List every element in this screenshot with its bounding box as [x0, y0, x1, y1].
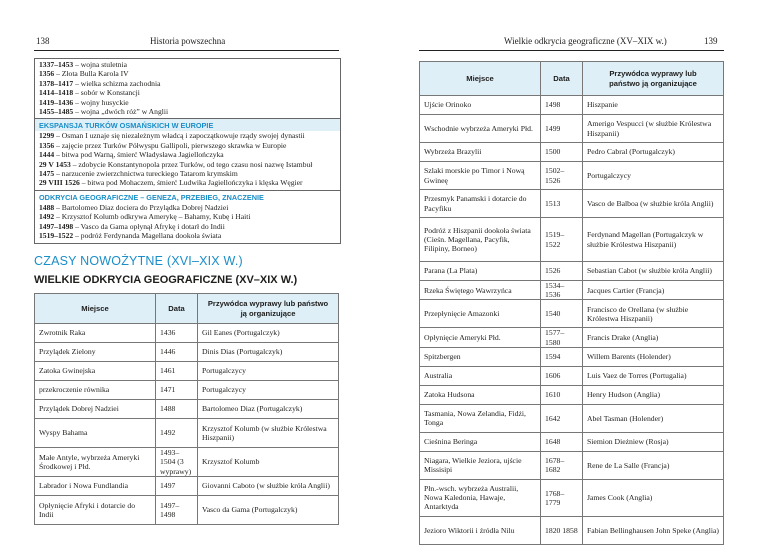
cell-place: Labrador i Nowa Fundlandia — [35, 477, 156, 496]
cell-leader: Vasco da Gama (Portugalczyk) — [198, 496, 339, 525]
table-row — [35, 448, 339, 477]
cell-place: Wyspy Bahama — [35, 419, 156, 448]
entry-text: – narzucenie zwierzchnictwa tureckiego Tatarom krymskim — [54, 169, 238, 179]
table-row — [35, 381, 339, 400]
entry-text: – Vasco da Gama opłynął Afrykę i dotarł do Indii — [73, 221, 225, 231]
chronology-entry — [39, 222, 337, 231]
table-row — [35, 477, 339, 496]
table-row — [420, 516, 724, 544]
entry-date: 1414–1418 — [39, 88, 74, 98]
page-number: 139 — [704, 36, 718, 46]
cell-leader: Jacques Cartier (Francja) — [583, 281, 724, 300]
cell-leader: Rene de La Salle (Francja) — [583, 451, 724, 479]
cell-date: 1488 — [156, 400, 198, 419]
entry-text: – wojna „dwóch róż” w Anglii — [73, 107, 169, 117]
cell-leader: Portugalczycy — [583, 162, 724, 190]
table-row — [420, 162, 724, 190]
table-row — [420, 404, 724, 432]
entry-text: – wojny husyckie — [73, 97, 129, 107]
cell-date: 1606 — [541, 366, 583, 385]
chronology-entry — [39, 160, 337, 169]
entry-date: 1419–1436 — [39, 97, 74, 107]
chronology-section — [35, 59, 340, 118]
cell-place: Jezioro Wiktorii i źródła Nilu — [420, 516, 541, 544]
entry-text: – Złota Bulla Karola IV — [54, 69, 129, 79]
cell-leader: Krzysztof Kolumb (w służbie Królestwa Hiszpanii) — [198, 419, 339, 448]
cell-place: Płn.-wsch. wybrzeża Australii, Nowa Kaledonia, Hawaje, Antarktyda — [420, 479, 541, 516]
cell-leader: Krzysztof Kolumb — [198, 448, 339, 477]
chronology-entry — [39, 107, 337, 116]
table-row — [420, 366, 724, 385]
table-row — [420, 432, 724, 451]
chronology-entry — [39, 212, 337, 221]
entry-text: – sobór w Konstancji — [73, 88, 140, 98]
entry-date: 1455–1485 — [39, 107, 74, 117]
entry-date: 1356 — [39, 69, 55, 79]
cell-leader: Sebastian Cabot (w służbie króla Anglii) — [583, 262, 724, 281]
table-row — [35, 400, 339, 419]
entry-text: – zajęcie przez Turków Półwyspu Gallipoli, pierwszego skrawka w Europie — [54, 140, 287, 150]
cell-date: 1526 — [541, 262, 583, 281]
chronology-box — [34, 58, 341, 244]
cell-leader: Fabian Bellinghausen John Speke (Anglia) — [583, 516, 724, 544]
cell-date: 1577–1580 — [541, 328, 583, 347]
cell-place: Opłynięcie Ameryki Płd. — [420, 328, 541, 347]
cell-leader: Bartolomeo Diaz (Portugalczyk) — [198, 400, 339, 419]
entry-date: 29 V 1453 — [39, 159, 71, 169]
entry-text: – Krzysztof Kolumb odkrywa Amerykę – Bahamy, Kubę i Haiti — [54, 212, 251, 222]
cell-date: 1499 — [541, 115, 583, 143]
entry-text: – bitwa pod Mohaczem, śmierć Ludwika Jagiellończyka i klęska Węgier — [79, 178, 303, 188]
chronology-entry — [39, 79, 337, 88]
cell-leader: Portugalczycy — [198, 381, 339, 400]
table-row — [420, 96, 724, 115]
table-row — [35, 362, 339, 381]
table-row — [420, 300, 724, 328]
entry-date: 29 VIII 1526 — [39, 178, 80, 188]
cell-date: 1594 — [541, 347, 583, 366]
cell-leader: Giovanni Caboto (w służbie króla Anglii) — [198, 477, 339, 496]
header-rule — [419, 50, 724, 51]
table-row — [420, 385, 724, 404]
cell-place: Zatoka Hudsona — [420, 385, 541, 404]
chronology-entry — [39, 69, 337, 78]
column-header-place: Miejsce — [420, 62, 541, 96]
cell-leader: Dinis Dias (Portugalczyk) — [198, 343, 339, 362]
cell-leader: Francis Drake (Anglia) — [583, 328, 724, 347]
cell-place: Parana (La Plata) — [420, 262, 541, 281]
entry-date: 1378–1417 — [39, 78, 74, 88]
cell-date: 1497–1498 — [156, 496, 198, 525]
table-row — [420, 262, 724, 281]
cell-place: Wybrzeża Brazylii — [420, 143, 541, 162]
cell-leader: Luis Vaez de Torres (Portugalia) — [583, 366, 724, 385]
cell-place: Zwrotnik Raka — [35, 324, 156, 343]
cell-place: Australia — [420, 366, 541, 385]
cell-date: 1513 — [541, 190, 583, 218]
discoveries-table — [34, 293, 339, 525]
cell-date: 1502–1526 — [541, 162, 583, 190]
cell-place: Przylądek Dobrej Nadziei — [35, 400, 156, 419]
cell-place: Podróż z Hiszpanii dookoła świata (Cieśn. Magellana, Pacyfik, Filipiny, Borneo) — [420, 218, 541, 262]
cell-leader: Amerigo Vespucci (w służbie Królestwa Hiszpanii) — [583, 115, 724, 143]
entry-date: 1497–1498 — [39, 221, 74, 231]
chronology-section — [35, 190, 340, 243]
table-row — [420, 115, 724, 143]
section-heading-band — [35, 119, 340, 131]
page-number: 138 — [36, 36, 50, 46]
chronology-entry — [39, 88, 337, 97]
cell-place: Tasmania, Nowa Zelandia, Fidżi, Tonga — [420, 404, 541, 432]
running-head: Wielkie odkrycia geograficzne (XV–XIX w.) — [504, 36, 667, 46]
cell-place: Spitzbergen — [420, 347, 541, 366]
cell-leader: Henry Hudson (Anglia) — [583, 385, 724, 404]
cell-date: 1497 — [156, 477, 198, 496]
table-row — [35, 419, 339, 448]
entry-date: 1492 — [39, 212, 55, 222]
cell-date: 1471 — [156, 381, 198, 400]
chronology-entry — [39, 141, 337, 150]
chronology-entry — [39, 131, 337, 140]
cell-leader: Gil Eanes (Portugalczyk) — [198, 324, 339, 343]
table-row — [420, 143, 724, 162]
cell-date: 1820 1858 — [541, 516, 583, 544]
cell-place: Wschodnie wybrzeża Ameryki Płd. — [420, 115, 541, 143]
cell-place: Opłynięcie Afryki i dotarcie do Indii — [35, 496, 156, 525]
cell-place: Małe Antyle, wybrzeża Ameryki Środkowej i Płd. — [35, 448, 156, 477]
cell-date: 1678–1682 — [541, 451, 583, 479]
table-title: WIELKIE ODKRYCIA GEOGRAFICZNE (XV–XIX W.) — [34, 274, 298, 286]
right-page — [380, 0, 760, 541]
cell-place: Rzeka Świętego Wawrzyńca — [420, 281, 541, 300]
cell-date: 1648 — [541, 432, 583, 451]
table-row — [420, 451, 724, 479]
cell-date: 1519–1522 — [541, 218, 583, 262]
entry-date: 1356 — [39, 140, 55, 150]
entry-date: 1444 — [39, 150, 55, 160]
cell-leader: Hiszpanie — [583, 96, 724, 115]
cell-leader: Abel Tasman (Holender) — [583, 404, 724, 432]
column-header-leader: Przywódca wyprawy lub państwo ją organizujące — [198, 294, 339, 324]
entry-text: – wielka schizma zachodnia — [73, 78, 161, 88]
table-row — [420, 479, 724, 516]
entry-date: 1337–1453 — [39, 60, 74, 69]
cell-place: Ujście Orinoko — [420, 96, 541, 115]
cell-leader: Siemion Dieżniew (Rosja) — [583, 432, 724, 451]
table-row — [420, 281, 724, 300]
cell-leader: Vasco de Balboa (w służbie króla Anglii) — [583, 190, 724, 218]
entry-text: – zdobycie Konstantynopola przez Turków, od tego czasu nosi nazwę Istambuł — [70, 159, 313, 169]
cell-date: 1610 — [541, 385, 583, 404]
cell-date: 1498 — [541, 96, 583, 115]
chronology-entry — [39, 231, 337, 240]
entry-date: 1475 — [39, 169, 55, 179]
section-heading: ODKRYCIA GEOGRAFICZNE – GENEZA, PRZEBIEG, ZNACZENIE — [39, 192, 264, 202]
cell-date: 1500 — [541, 143, 583, 162]
cell-leader: Ferdynand Magellan (Portugalczyk w służbie Królestwa Hiszpanii) — [583, 218, 724, 262]
chronology-entry — [39, 60, 337, 69]
column-header-date: Data — [541, 62, 583, 96]
cell-date: 1540 — [541, 300, 583, 328]
column-header-date: Data — [156, 294, 198, 324]
discoveries-table — [419, 61, 724, 545]
cell-date: 1436 — [156, 324, 198, 343]
cell-place: Szlaki morskie po Timor i Nową Gwineę — [420, 162, 541, 190]
cell-place: Cieśnina Beringa — [420, 432, 541, 451]
column-header-place: Miejsce — [35, 294, 156, 324]
chronology-section — [35, 118, 340, 189]
cell-leader: Willem Barents (Holender) — [583, 347, 724, 366]
table-row — [420, 190, 724, 218]
entry-date: 1299 — [39, 131, 55, 141]
entry-text: – Bartolomeo Diaz dociera do Przylądka Dobrej Nadziei — [54, 202, 229, 212]
header-rule — [34, 50, 339, 51]
entry-date: 1488 — [39, 202, 55, 212]
entry-date: 1519–1522 — [39, 231, 74, 241]
entry-text: – wojna stuletnia — [73, 60, 127, 69]
cell-place: Przesmyk Panamski i dotarcie do Pacyfiku — [420, 190, 541, 218]
cell-leader: Portugalczycy — [198, 362, 339, 381]
column-header-leader: Przywódca wyprawy lub państwo ją organizujące — [583, 62, 724, 96]
chronology-entry — [39, 178, 337, 187]
cell-place: przekroczenie równika — [35, 381, 156, 400]
cell-date: 1461 — [156, 362, 198, 381]
section-heading-band — [35, 191, 340, 203]
entry-text: – podróż Ferdynanda Magellana dookoła świata — [73, 231, 222, 241]
table-row — [35, 496, 339, 525]
chronology-entry — [39, 169, 337, 178]
left-page — [0, 0, 380, 541]
entry-text: – bitwa pod Warną, śmierć Władysława Jagiellończyka — [54, 150, 224, 160]
running-head: Historia powszechna — [150, 36, 226, 46]
cell-date: 1768–1779 — [541, 479, 583, 516]
cell-date: 1642 — [541, 404, 583, 432]
entry-text: – Osman I uznaje się niezależnym władcą i zapoczątkowuje rządy swojej dynastii — [54, 131, 305, 141]
table-row — [35, 324, 339, 343]
cell-place: Przylądek Zielony — [35, 343, 156, 362]
chronology-entry — [39, 98, 337, 107]
cell-leader: Francisco de Orellana (w służbie Królestwa Hiszpanii) — [583, 300, 724, 328]
era-title: CZASY NOWOŻYTNE (XVI–XIX W.) — [34, 254, 243, 268]
cell-place: Przepłynięcie Amazonki — [420, 300, 541, 328]
cell-date: 1534–1536 — [541, 281, 583, 300]
cell-leader: Pedro Cabral (Portugalczyk) — [583, 143, 724, 162]
cell-date: 1446 — [156, 343, 198, 362]
chronology-entry — [39, 203, 337, 212]
table-row — [420, 218, 724, 262]
cell-date: 1493–1504 (3 wyprawy) — [156, 448, 198, 477]
cell-place: Zatoka Gwinejska — [35, 362, 156, 381]
section-heading: EKSPANSJA TURKÓW OSMAŃSKICH W EUROPIE — [39, 121, 214, 131]
cell-place: Niagara, Wielkie Jeziora, ujście Missisipi — [420, 451, 541, 479]
chronology-entry — [39, 150, 337, 159]
cell-leader: James Cook (Anglia) — [583, 479, 724, 516]
table-row — [420, 347, 724, 366]
table-row — [35, 343, 339, 362]
table-row — [420, 328, 724, 347]
cell-date: 1492 — [156, 419, 198, 448]
